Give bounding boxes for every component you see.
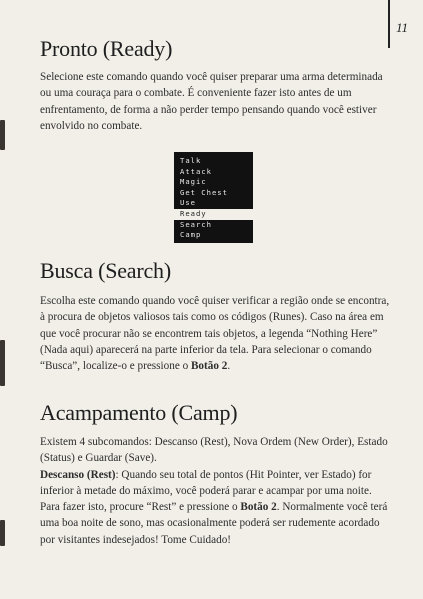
menu-item-ready-selected: Ready: [174, 209, 253, 220]
page-edge-rule: [388, 0, 390, 48]
search-text-end: .: [227, 360, 231, 373]
heading-search: Busca (Search): [40, 258, 171, 283]
heading-ready: Pronto (Ready): [40, 36, 173, 61]
menu-item-attack: Attack: [180, 166, 212, 176]
binder-mark-bottom: [0, 520, 5, 546]
menu-item-get-chest: Get Chest: [180, 187, 228, 197]
menu-item-camp: Camp: [180, 230, 202, 240]
menu-item-use: Use: [180, 198, 196, 208]
menu-item-search: Search: [180, 219, 212, 229]
rest-button-ref: Botão 2: [240, 501, 277, 514]
binder-mark-middle: [0, 340, 5, 386]
paragraph-ready: Selecione este comando quando você quiser preparar uma arma determinada ou uma couraça para o combate. É conveniente fazer isto antes de um enfrentamento, de forma a não perder tempo pensando quando você estiver envolvido no combate.: [40, 71, 383, 132]
paragraph-camp: [40, 434, 392, 548]
menu-item-magic: Magic: [180, 177, 207, 187]
page-number: 11: [396, 20, 409, 35]
rest-text-end: . Normalmente você terá uma boa noite de sono, mas ocasionalmente poderá ser rudemente acordado por visitantes indesejados! Tome Cuidado!: [40, 501, 388, 546]
game-command-menu: [174, 152, 253, 243]
rest-label: Descanso (Rest): [40, 468, 116, 481]
menu-item-talk: Talk: [180, 156, 202, 165]
binder-mark-top: [0, 120, 5, 150]
search-button-ref: Botão 2: [190, 360, 228, 373]
paragraph-search: [40, 293, 392, 374]
heading-camp: Acampamento (Camp): [40, 400, 238, 425]
rest-text: : Quando seu total de pontos (Hit Pointer, ver Estado) for inferior à metade do máximo, você poderá parar e acampar por uma noite. Para fazer isto, procure “Rest” e pressione o: [40, 468, 372, 514]
search-text: Escolha este comando quando você quiser verificar a região onde se encontra, à procura de objetos valiosos tais como os códigos (Runes). Caso na área em que você procurar não se encontrem tais objetos, a legenda “Nothing Here” (Nada aqui) aparecerá na parte inferior da tela. Para selecionar o comando “Busca”, localize-o e pressione o: [40, 295, 390, 373]
camp-intro: Existem 4 subcomandos: Descanso (Rest), Nova Ordem (New Order), Estado (Status) e Guardar (Save).: [40, 436, 388, 465]
